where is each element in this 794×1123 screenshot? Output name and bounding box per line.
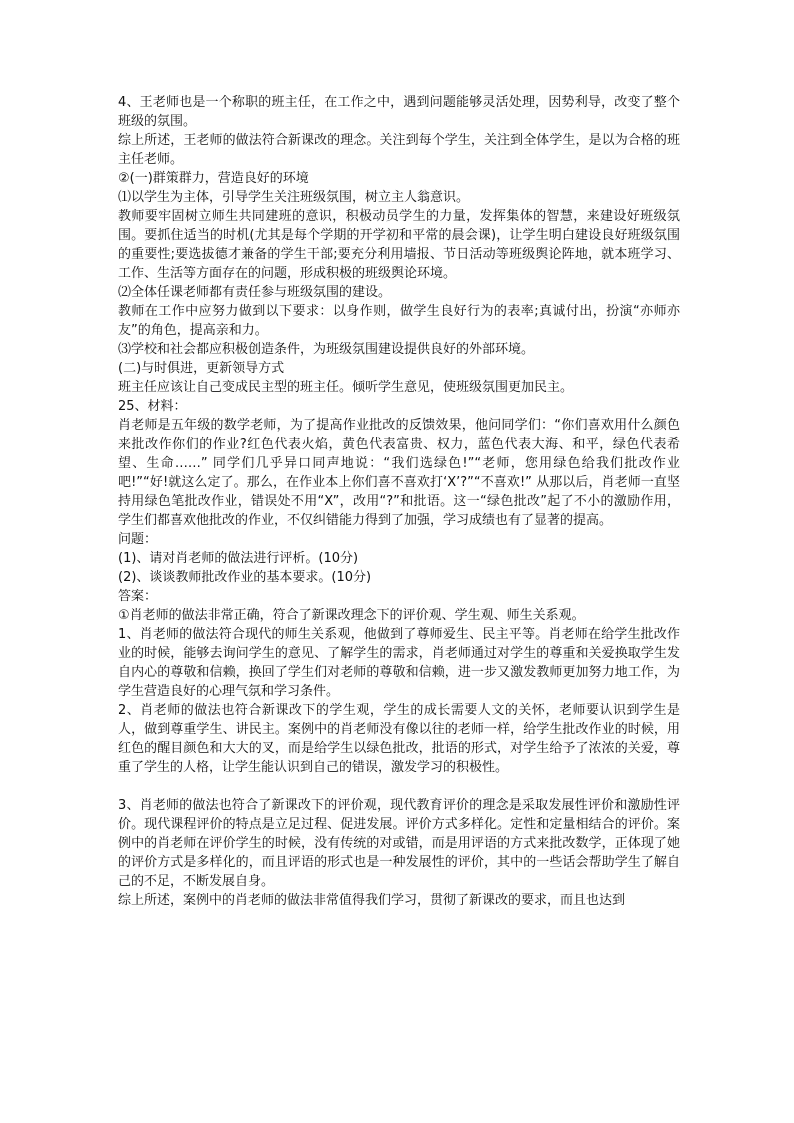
paragraph-class-atmosphere: 教师要牢固树立师生共同建班的意识，积极动员学生的力量，发挥集体的智慧，来建设好班级氛围。要抓住适当的时机(尤其是每个学期的开学初和平常的晨会课)，让学生明白建设良好班级氛围的重要性;要选拔德才兼备的学生干部;要充分利用墙报、节日活动等班级舆论阵地，就本班学习、工作、生活等方面存在的问题，形成积极的班级舆论环境。 bbox=[118, 209, 680, 281]
heading-section-1: ②(一)群策群力，营造良好的环境 bbox=[118, 171, 309, 186]
answer-point-3: 3、肖老师的做法也符合了新课改下的评价观，现代教育评价的理念是采取发展性评价和激励性评价。现代课程评价的特点是立足过程、促进发展。评价方式多样化。定性和定量相结合的评价。案例中的肖老师在评价学生的时候，没有传统的对或错，而是用评语的方式来批改数学，正体现了她的评价方式是多样化的，而且评语的形式也是一种发展性的评价，其中的一些话会帮助学生了解自己的不足，不断发展自身。 bbox=[118, 798, 680, 889]
paragraph-material: 肖老师是五年级的数学老师，为了提高作业批改的反馈效果，他问同学们：“你们喜欢用什么颜色来批改作你们的作业?红色代表火焰，黄色代表富贵、权力，蓝色代表大海、和平，绿色代表希望、生命……” 同学们几乎异口同声地说：“我们选绿色!”“老师，您用绿色给我们批改作业吧!”“好!就这么定了。那么，在作业本上你们喜不喜欢打‘X’?”“不喜欢!” 从那以后，肖老师一直坚持用绿色笔批改作业，错误处不用“X”，改用“?”和批语。这一“绿色批改”起了不小的激励作用，学生们都喜欢他批改的作业，不仅纠错能力得到了加强，学习成绩也有了显著的提高。 bbox=[118, 418, 680, 528]
paragraph-democratic-teacher: 班主任应该让自己变成民主型的班主任。倾听学生意见，使班级氛围更加民主。 bbox=[118, 380, 574, 395]
answer-label: 答案： bbox=[118, 589, 158, 604]
paragraph-wang-summary: 综上所述，王老师的做法符合新课改的理念。关注到每个学生，关注到全体学生，是以为合格的班主任老师。 bbox=[118, 133, 680, 167]
subheading-1: ⑴以学生为主体，引导学生关注班级氛围，树立主人翁意识。 bbox=[118, 190, 470, 205]
subheading-2: ⑵全体任课老师都有责任参与班级氛围的建设。 bbox=[118, 285, 392, 300]
paragraph-teacher-requirements: 教师在工作中应努力做到以下要求：以身作则，做学生良好行为的表率;真诚付出，扮演“亦师亦友”的角色，提高亲和力。 bbox=[118, 304, 680, 338]
answer-point-1: 1、肖老师的做法符合现代的师生关系观，他做到了尊师爱生、民主平等。肖老师在给学生批改作业的时候，能够去询问学生的意见、了解学生的需求，肖老师通过对学生的尊重和关爱换取学生发自内心的尊敬和信赖，换回了学生们对老师的尊敬和信赖，进一步又激发教师更加努力地工作，为学生营造良好的心理气氛和学习条件。 bbox=[118, 627, 680, 699]
heading-section-2: (二)与时俱进，更新领导方式 bbox=[118, 361, 285, 376]
subheading-3: ⑶学校和社会都应积极创造条件，为班级氛围建设提供良好的外部环境。 bbox=[118, 342, 535, 357]
document-body bbox=[118, 93, 680, 910]
question-1: (1)、请对肖老师的做法进行评析。(10分) bbox=[118, 551, 359, 566]
answer-summary: 综上所述，案例中的肖老师的做法非常值得我们学习，贯彻了新课改的要求，而且也达到 bbox=[118, 893, 626, 908]
questions-label: 问题： bbox=[118, 532, 158, 547]
question-25-label: 25、材料： bbox=[118, 399, 187, 414]
answer-intro: ①肖老师的做法非常正确，符合了新课改理念下的评价观、学生观、师生关系观。 bbox=[118, 608, 585, 623]
blank-line bbox=[118, 777, 680, 796]
question-2: (2)、谈谈教师批改作业的基本要求。(10分) bbox=[118, 570, 372, 585]
paragraph-wang-teacher-point-4: 4、王老师也是一个称职的班主任，在工作之中，遇到问题能够灵活处理，因势利导，改变了整个班级的氛围。 bbox=[118, 95, 680, 129]
answer-point-2: 2、肖老师的做法也符合新课改下的学生观，学生的成长需要人文的关怀，老师要认识到学生是人，做到尊重学生、讲民主。案例中的肖老师没有像以往的老师一样，给学生批改作业的时候，用红色的醒目颜色和大大的叉，而是给学生以绿色批改，批语的形式，对学生给予了浓浓的关爱，尊重了学生的人格，让学生能认识到自己的错误，激发学习的积极性。 bbox=[118, 703, 680, 775]
